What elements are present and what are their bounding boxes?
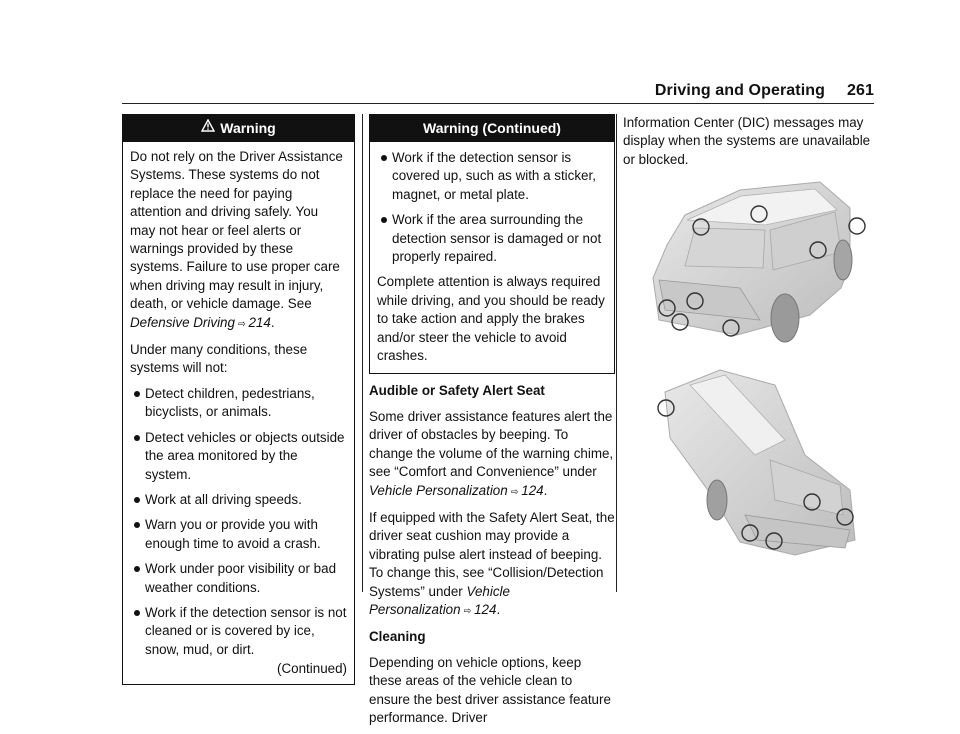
paragraph: Depending on vehicle options, keep these areas of the vehicle clean to ensure the best driver assistance feature performance. Driver (369, 654, 611, 725)
paragraph: Some driver assistance features alert the driver of obstacles by beeping. To change the volume of the warning chime, see “Comfort and Convenience” under Vehicle Personalization ⇨ 124. (369, 408, 614, 498)
warning-body (370, 142, 614, 373)
conditions-list (130, 385, 347, 659)
section-heading: Cleaning (369, 629, 426, 645)
warning-box-continued (369, 114, 615, 374)
warning-box (122, 114, 355, 685)
column-divider (362, 114, 363, 592)
xref-page[interactable]: 124 (521, 482, 544, 498)
rear-vehicle-illustration (665, 370, 855, 555)
list-item: Work if the detection sensor is covered up, such as with a sticker, magnet, or metal plate. (377, 149, 607, 204)
list-item: Warn you or provide you with enough time to avoid a crash. (130, 516, 347, 553)
warning-text: Do not rely on the Driver Assistance Systems. These systems do not replace the need for paying attention and driving safely. You may not hear or feel alerts or warnings provided by these systems. Failure to use proper care when driving may result in injury, death, or vehicle damage. See (130, 149, 343, 312)
page-ref-icon: ⇨ (510, 486, 519, 498)
paragraph-text: Some driver assistance features alert the driver of obstacles by beeping. To change the volume of the warning chime, see “Comfort and Convenience” under (369, 408, 614, 480)
page-number: 261 (847, 82, 874, 99)
list-item: Work if the area surrounding the detection sensor is damaged or not properly repaired. (377, 211, 607, 266)
page-ref-icon: ⇨ (237, 318, 246, 330)
page-ref-icon: ⇨ (463, 605, 472, 617)
conditions-intro: Under many conditions, these systems will not: (130, 342, 308, 376)
xref-page[interactable]: 124 (474, 601, 497, 617)
xref-link[interactable]: Defensive Driving (130, 314, 235, 330)
front-vehicle-illustration (653, 182, 852, 342)
warning-title: Warning (220, 120, 276, 136)
continued-label: (Continued) (277, 661, 347, 677)
xref-link[interactable]: Vehicle Personalization (369, 482, 508, 498)
xref-page[interactable]: 214 (248, 314, 271, 330)
column-3 (623, 114, 875, 176)
section-title: Driving and Operating (654, 82, 825, 99)
paragraph: If equipped with the Safety Alert Seat, the driver seat cushion may provide a vibrating pulse alert instead of beeping. To change this, see “Collision/Detection Systems” under Vehicle Personalization ⇨ 124. (369, 509, 615, 617)
warning-header: Warning (Continued) (370, 115, 614, 142)
warning-paragraph: Complete attention is always required while driving, and you should be ready to take action and apply the brakes and/or steer the vehicle to avoid crashes. (377, 274, 605, 364)
list-item: Detect vehicles or objects outside the area monitored by the system. (130, 429, 347, 484)
section-heading: Audible or Safety Alert Seat (369, 383, 545, 399)
column-2 (369, 114, 615, 734)
paragraph: Information Center (DIC) messages may display when the systems are unavailable or blocked. (623, 115, 871, 167)
conditions-list (377, 149, 607, 266)
list-item: Work at all driving speeds. (130, 491, 347, 509)
list-item: Detect children, pedestrians, bicyclists, or animals. (130, 385, 347, 422)
xref-link[interactable]: Vehicle Personalization (369, 583, 510, 617)
list-item: Work if the detection sensor is not cleaned or is covered by ice, snow, mud, or dirt. (130, 604, 347, 659)
column-divider (616, 114, 617, 592)
warning-triangle-icon (201, 114, 215, 141)
warning-header (123, 115, 354, 142)
header-rule (122, 103, 874, 104)
warning-body (123, 142, 354, 684)
warning-paragraph: Do not rely on the Driver Assistance Systems. These systems do not replace the need for paying attention and driving safely. You may not hear or feel alerts or warnings provided by these systems. Failure to use proper care when driving may result in injury, death, or vehicle damage. See Defensive Driving ⇨ 214. (130, 149, 343, 330)
running-header (655, 82, 874, 100)
column-1 (122, 114, 355, 685)
list-item: Work under poor visibility or bad weather conditions. (130, 560, 347, 597)
paragraph-text: If equipped with the Safety Alert Seat, the driver seat cushion may provide a vibrating pulse alert instead of beeping. To change this, see “Collision/Detection Systems” under (369, 509, 615, 599)
sensor-location-figure (645, 170, 875, 565)
